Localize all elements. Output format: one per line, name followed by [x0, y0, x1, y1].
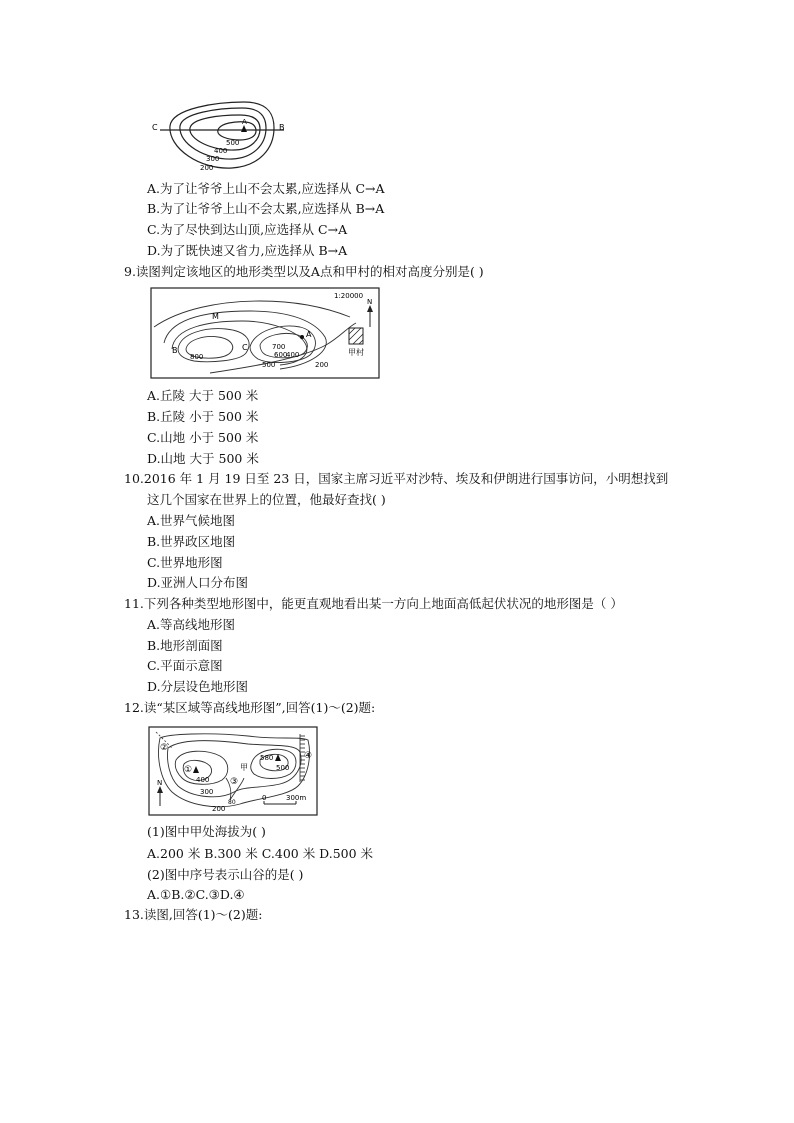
q11-option-c: C.平面示意图: [147, 658, 223, 673]
q11-option-d: D.分层设色地形图: [147, 679, 249, 694]
q10-option-a: A.世界气候地图: [147, 513, 236, 528]
q8-c400: 400: [214, 147, 228, 155]
q11-stem: 11.下列各种类型地形图中，能更直观地看出某一方向上地面高低起伏状况的地形图是（ ）: [124, 596, 623, 611]
q10-option-c: C.世界地形图: [147, 555, 223, 570]
q12-label-2: ②: [160, 743, 169, 753]
q10-option-d: D.亚洲人口分布图: [147, 575, 249, 590]
q12-sub2-options: A.①B.②C.③D.④: [147, 887, 245, 902]
q9-label-m: M: [212, 312, 219, 321]
q12-scale-distance: 300m: [286, 794, 307, 802]
q9-option-b: B.丘陵 小于 500 米: [147, 409, 259, 424]
q9-village: 甲村: [348, 348, 364, 357]
q8-option-c: C.为了尽快到达山顶,应选择从 C→A: [147, 222, 348, 237]
q8-contour-400: [190, 115, 260, 150]
q12-label-1: ①: [184, 765, 193, 775]
q12-sub1-options: A.200 米 B.300 米 C.400 米 D.500 米: [147, 846, 374, 861]
q12-c500: 500: [276, 764, 290, 772]
q10-stem-line2: 这几个国家在世界上的位置，他最好查找( ): [147, 492, 386, 507]
q12-peak-elevation: 580: [260, 754, 274, 762]
q9-stem: 9.读图判定该地区的地形类型以及A点和甲村的相对高度分别是( ): [124, 264, 484, 279]
q8-contour-500: [218, 122, 256, 140]
q12-scale-zero: 0: [262, 794, 267, 802]
q12-north: N: [157, 779, 163, 787]
q12-label-3: ③: [230, 777, 239, 787]
q9-c200: 200: [315, 361, 329, 369]
q8-option-d: D.为了既快速又省力,应选择从 B→A: [147, 243, 348, 258]
q8-peak-mark: [241, 125, 247, 132]
q9-north: N: [367, 298, 373, 306]
q12-c300: 300: [200, 788, 214, 796]
q8-c500: 500: [226, 139, 240, 147]
q8-label-a: A: [242, 118, 247, 126]
q8-c200: 200: [200, 164, 214, 172]
q9-c400: 400: [286, 351, 300, 359]
q8-contour-figure: [148, 96, 292, 174]
q9-scale: 1:20000: [334, 292, 364, 300]
q12-c400: 400: [196, 776, 210, 784]
q11-option-b: B.地形剖面图: [147, 638, 223, 653]
q8-label-b: B: [279, 123, 285, 132]
q8-option-b: B.为了让爷爷上山不会太累,应选择从 B→A: [147, 201, 385, 216]
q10-stem-line1: 10.2016 年 1 月 19 日至 23 日，国家主席习近平对沙特、埃及和伊朗进行国事访问，小明想找到: [124, 471, 669, 486]
q13-stem: 13.读图,回答(1)～(2)题:: [124, 907, 263, 922]
q12-stem: 12.读“某区域等高线地形图”,回答(1)～(2)题:: [124, 700, 376, 715]
q9-label-b: B: [172, 346, 178, 355]
q10-option-b: B.世界政区地图: [147, 534, 236, 549]
q12-contour-figure: [148, 726, 318, 816]
q9-label-c: C: [242, 343, 248, 352]
q9-option-d: D.山地 大于 500 米: [147, 451, 259, 466]
q11-option-a: A.等高线地形图: [147, 617, 236, 632]
q9-c600: 600: [274, 351, 288, 359]
q8-label-c: C: [152, 123, 158, 132]
q9-c700: 700: [272, 343, 286, 351]
q12-sub2: (2)图中序号表示山谷的是( ): [147, 867, 304, 882]
q12-label-jia: 甲: [240, 763, 248, 772]
q9-c800: 800: [190, 353, 204, 361]
q8-option-a: A.为了让爷爷上山不会太累,应选择从 C→A: [147, 181, 385, 196]
q9-option-a: A.丘陵 大于 500 米: [147, 388, 259, 403]
q9-option-c: C.山地 小于 500 米: [147, 430, 259, 445]
q9-contour-figure: [150, 287, 380, 379]
q12-sub1: (1)图中甲处海拔为( ): [147, 824, 266, 839]
q12-c200: 200: [212, 805, 226, 813]
q9-c500: 500: [262, 361, 276, 369]
q8-c300: 300: [206, 155, 220, 163]
q12-label-4: ④: [304, 751, 313, 761]
q9-label-a: A: [306, 330, 312, 339]
q12-c80: 80: [228, 799, 236, 806]
